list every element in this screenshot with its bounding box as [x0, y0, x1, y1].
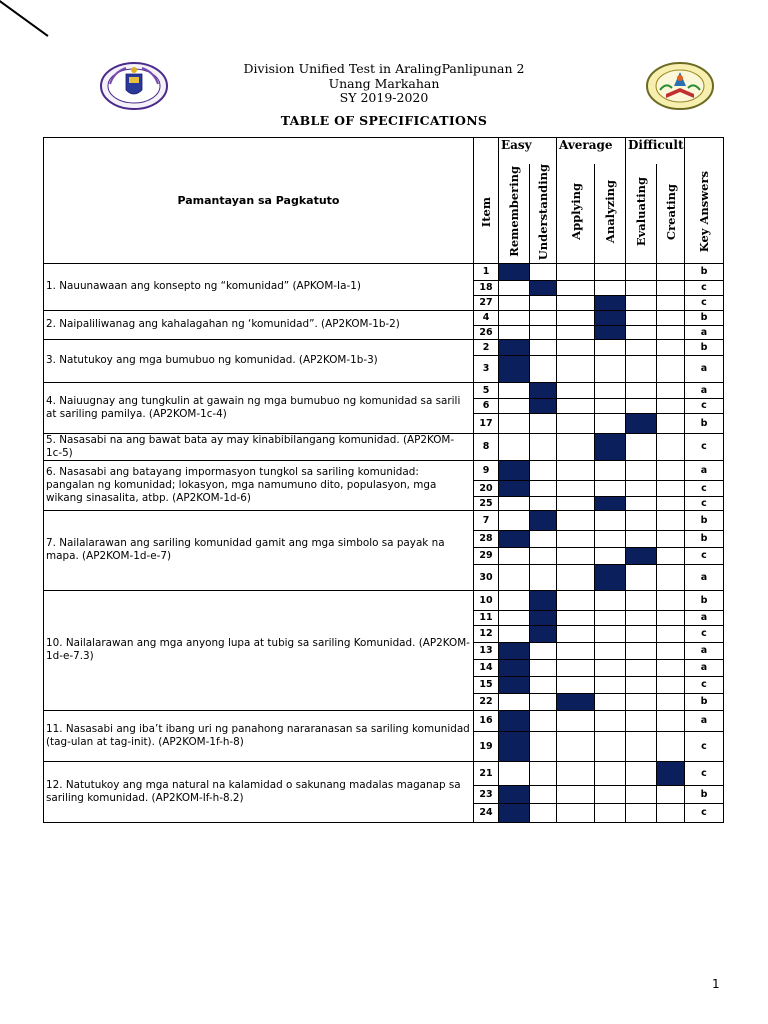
- skill-cell-remembering: [499, 295, 530, 310]
- skill-cell-creating: [657, 676, 685, 693]
- item-number: 13: [474, 642, 499, 659]
- skill-mark-remembering: [499, 339, 530, 355]
- item-number: 28: [474, 530, 499, 547]
- competency-text: 10. Nailalarawan ang mga anyong lupa at tubig sa sariling Komunidad. (AP2KOM-1d-e-7.3): [44, 590, 474, 710]
- key-answer: a: [685, 382, 724, 398]
- item-number: 16: [474, 710, 499, 731]
- skill-cell-understanding: [530, 460, 557, 480]
- skill-cell-creating: [657, 803, 685, 822]
- skill-cell-creating: [657, 480, 685, 496]
- skill-cell-analyzing: [595, 398, 626, 413]
- skill-cell-remembering: [499, 610, 530, 625]
- key-answers-header: Key Answers: [685, 164, 724, 264]
- level-average: Average: [557, 138, 626, 164]
- skill-header-remembering: Remembering: [499, 164, 530, 264]
- skill-cell-remembering: [499, 547, 530, 564]
- skill-cell-remembering: [499, 693, 530, 710]
- skill-header-creating: Creating: [657, 164, 685, 264]
- skill-cell-remembering: [499, 590, 530, 610]
- skill-cell-remembering: [499, 433, 530, 460]
- key-answer: c: [685, 398, 724, 413]
- skill-cell-remembering: [499, 310, 530, 325]
- item-number: 26: [474, 325, 499, 339]
- competency-text: 5. Nasasabi na ang bawat bata ay may kinabibilangang komunidad. (AP2KOM-1c-5): [44, 433, 474, 460]
- key-answer: a: [685, 610, 724, 625]
- skill-cell-creating: [657, 642, 685, 659]
- skill-cell-understanding: [530, 263, 557, 280]
- skill-cell-analyzing: [595, 710, 626, 731]
- skill-cell-creating: [657, 295, 685, 310]
- skill-cell-analyzing: [595, 480, 626, 496]
- skill-cell-remembering: [499, 761, 530, 785]
- skill-cell-applying: [557, 355, 595, 382]
- table-row: [44, 460, 724, 480]
- school-year: SY 2019-2020: [339, 90, 429, 105]
- corner-fold-line: [0, 0, 49, 37]
- key-answer: c: [685, 280, 724, 295]
- key-level-spacer: [685, 138, 724, 164]
- item-number: 14: [474, 659, 499, 676]
- table-row: [44, 433, 724, 460]
- skill-cell-understanding: [530, 339, 557, 355]
- skill-cell-creating: [657, 530, 685, 547]
- skill-mark-evaluating: [626, 547, 657, 564]
- competency-text: 11. Nasasabi ang iba’t ibang uri ng panahong nararanasan sa sariling komunidad (tag-ulan at tag-init). (AP2KOM-1f-h-8): [44, 710, 474, 761]
- skill-mark-understanding: [530, 510, 557, 530]
- skill-cell-evaluating: [626, 325, 657, 339]
- key-answer: b: [685, 530, 724, 547]
- skill-cell-evaluating: [626, 642, 657, 659]
- skill-cell-applying: [557, 325, 595, 339]
- skill-cell-creating: [657, 610, 685, 625]
- skill-cell-evaluating: [626, 295, 657, 310]
- key-answer: b: [685, 510, 724, 530]
- skill-header-understanding: Understanding: [530, 164, 557, 264]
- competency-header: Pamantayan sa Pagkatuto: [44, 138, 474, 264]
- skill-cell-understanding: [530, 731, 557, 761]
- item-number: 25: [474, 496, 499, 510]
- skill-cell-applying: [557, 510, 595, 530]
- skill-cell-evaluating: [626, 433, 657, 460]
- skill-cell-understanding: [530, 355, 557, 382]
- skill-cell-analyzing: [595, 693, 626, 710]
- skill-cell-applying: [557, 460, 595, 480]
- skill-cell-applying: [557, 433, 595, 460]
- skill-cell-understanding: [530, 659, 557, 676]
- skill-cell-evaluating: [626, 676, 657, 693]
- skill-cell-evaluating: [626, 496, 657, 510]
- skill-cell-analyzing: [595, 530, 626, 547]
- skill-cell-evaluating: [626, 310, 657, 325]
- skill-cell-remembering: [499, 280, 530, 295]
- item-number: 1: [474, 263, 499, 280]
- skill-cell-applying: [557, 280, 595, 295]
- skill-cell-evaluating: [626, 785, 657, 803]
- item-number: 11: [474, 610, 499, 625]
- skill-cell-applying: [557, 382, 595, 398]
- skill-cell-analyzing: [595, 547, 626, 564]
- skill-cell-understanding: [530, 433, 557, 460]
- skill-mark-remembering: [499, 785, 530, 803]
- table-row: [44, 590, 724, 610]
- key-answer: c: [685, 625, 724, 642]
- item-number: 3: [474, 355, 499, 382]
- skill-cell-evaluating: [626, 610, 657, 625]
- skill-cell-creating: [657, 625, 685, 642]
- item-number: 8: [474, 433, 499, 460]
- skill-cell-applying: [557, 530, 595, 547]
- competency-text: 1. Nauunawaan ang konsepto ng “komunidad” (APKOM-Ia-1): [44, 263, 474, 310]
- skill-cell-analyzing: [595, 659, 626, 676]
- item-number: 19: [474, 731, 499, 761]
- skill-cell-analyzing: [595, 676, 626, 693]
- key-answer: b: [685, 263, 724, 280]
- skill-cell-remembering: [499, 325, 530, 339]
- document-header: [0, 62, 768, 128]
- skill-cell-evaluating: [626, 355, 657, 382]
- skill-cell-evaluating: [626, 339, 657, 355]
- skill-cell-evaluating: [626, 761, 657, 785]
- item-number: 21: [474, 761, 499, 785]
- skill-cell-applying: [557, 398, 595, 413]
- skill-mark-remembering: [499, 676, 530, 693]
- skill-cell-analyzing: [595, 382, 626, 398]
- skill-mark-remembering: [499, 460, 530, 480]
- key-answer: a: [685, 564, 724, 590]
- skill-cell-evaluating: [626, 530, 657, 547]
- skill-cell-understanding: [530, 693, 557, 710]
- skill-cell-applying: [557, 731, 595, 761]
- item-number: 7: [474, 510, 499, 530]
- skill-header-analyzing: Analyzing: [595, 164, 626, 264]
- skill-cell-understanding: [530, 547, 557, 564]
- skill-mark-applying: [557, 693, 595, 710]
- skill-mark-analyzing: [595, 295, 626, 310]
- level-difficult: Difficult: [626, 138, 685, 164]
- table-row: [44, 263, 724, 280]
- skill-cell-applying: [557, 547, 595, 564]
- skill-cell-remembering: [499, 413, 530, 433]
- skill-mark-understanding: [530, 625, 557, 642]
- skill-cell-analyzing: [595, 610, 626, 625]
- skill-cell-applying: [557, 480, 595, 496]
- quarter-label: Unang Markahan: [328, 75, 440, 91]
- skill-mark-creating: [657, 761, 685, 785]
- item-number: 2: [474, 339, 499, 355]
- skill-cell-creating: [657, 710, 685, 731]
- table-row: [44, 510, 724, 530]
- skill-cell-creating: [657, 785, 685, 803]
- skill-mark-understanding: [530, 610, 557, 625]
- skill-cell-applying: [557, 263, 595, 280]
- skill-mark-analyzing: [595, 496, 626, 510]
- skill-cell-creating: [657, 564, 685, 590]
- skill-cell-applying: [557, 564, 595, 590]
- skill-cell-creating: [657, 510, 685, 530]
- skill-cell-understanding: [530, 785, 557, 803]
- skill-cell-understanding: [530, 803, 557, 822]
- skill-cell-applying: [557, 413, 595, 433]
- table-row: [44, 382, 724, 398]
- competency-text: 7. Nailalarawan ang sariling komunidad gamit ang mga simbolo sa payak na mapa. (AP2KOM-1d-e-7): [44, 510, 474, 590]
- item-number: 20: [474, 480, 499, 496]
- table-row: [44, 310, 724, 325]
- skill-cell-analyzing: [595, 590, 626, 610]
- skill-cell-applying: [557, 710, 595, 731]
- skill-cell-creating: [657, 263, 685, 280]
- skill-cell-understanding: [530, 676, 557, 693]
- skill-cell-creating: [657, 398, 685, 413]
- skill-cell-creating: [657, 339, 685, 355]
- key-answer: a: [685, 710, 724, 731]
- competency-text: 6. Nasasabi ang batayang impormasyon tungkol sa sariling komunidad: pangalan ng komunidad; lokasyon, mga namumuno dito, populasyon, mga wikang sinasalita, atbp. (AP2KOM-1d-6): [44, 460, 474, 510]
- key-answer: c: [685, 433, 724, 460]
- skill-cell-evaluating: [626, 398, 657, 413]
- skill-cell-applying: [557, 310, 595, 325]
- skill-header-evaluating: Evaluating: [626, 164, 657, 264]
- table-body: [44, 263, 724, 822]
- key-answer: c: [685, 761, 724, 785]
- skill-cell-analyzing: [595, 761, 626, 785]
- skill-cell-understanding: [530, 564, 557, 590]
- skill-cell-understanding: [530, 325, 557, 339]
- skill-cell-applying: [557, 761, 595, 785]
- skill-mark-remembering: [499, 710, 530, 731]
- item-number: 5: [474, 382, 499, 398]
- skill-cell-analyzing: [595, 510, 626, 530]
- item-number: 15: [474, 676, 499, 693]
- key-answer: b: [685, 785, 724, 803]
- table-row: [44, 761, 724, 785]
- skill-cell-analyzing: [595, 355, 626, 382]
- key-answer: a: [685, 460, 724, 480]
- skill-mark-remembering: [499, 731, 530, 761]
- skill-cell-evaluating: [626, 590, 657, 610]
- skill-mark-evaluating: [626, 413, 657, 433]
- skill-cell-understanding: [530, 710, 557, 731]
- item-number: 17: [474, 413, 499, 433]
- skill-header-applying: Applying: [557, 164, 595, 264]
- skill-cell-understanding: [530, 295, 557, 310]
- skill-cell-analyzing: [595, 339, 626, 355]
- skill-cell-evaluating: [626, 659, 657, 676]
- skill-cell-applying: [557, 339, 595, 355]
- item-number: 27: [474, 295, 499, 310]
- skill-cell-analyzing: [595, 460, 626, 480]
- key-answer: a: [685, 325, 724, 339]
- skill-mark-remembering: [499, 355, 530, 382]
- competency-text: 2. Naipaliliwanag ang kahalagahan ng ‘komunidad”. (AP2KOM-1b-2): [44, 310, 474, 339]
- skill-cell-creating: [657, 413, 685, 433]
- skill-mark-analyzing: [595, 325, 626, 339]
- item-number: 6: [474, 398, 499, 413]
- skill-cell-evaluating: [626, 731, 657, 761]
- item-number: 9: [474, 460, 499, 480]
- key-answer: b: [685, 590, 724, 610]
- competency-text: 12. Natutukoy ang mga natural na kalamidad o sakunang madalas maganap sa sariling komunidad. (AP2KOM-If-h-8.2): [44, 761, 474, 822]
- skill-cell-analyzing: [595, 642, 626, 659]
- skill-cell-remembering: [499, 496, 530, 510]
- competency-text: 3. Natutukoy ang mga bumubuo ng komunidad. (AP2KOM-1b-3): [44, 339, 474, 382]
- skill-mark-understanding: [530, 398, 557, 413]
- skill-cell-analyzing: [595, 785, 626, 803]
- skill-mark-remembering: [499, 480, 530, 496]
- skill-cell-creating: [657, 590, 685, 610]
- item-number: 23: [474, 785, 499, 803]
- item-number: 12: [474, 625, 499, 642]
- item-number: 18: [474, 280, 499, 295]
- key-answer: a: [685, 355, 724, 382]
- key-answer: a: [685, 659, 724, 676]
- skill-mark-remembering: [499, 642, 530, 659]
- item-number: 29: [474, 547, 499, 564]
- skill-cell-analyzing: [595, 625, 626, 642]
- key-answer: c: [685, 480, 724, 496]
- item-number: 24: [474, 803, 499, 822]
- skill-cell-evaluating: [626, 803, 657, 822]
- skill-cell-remembering: [499, 625, 530, 642]
- key-answer: c: [685, 803, 724, 822]
- skill-cell-evaluating: [626, 480, 657, 496]
- skill-cell-analyzing: [595, 413, 626, 433]
- skill-cell-creating: [657, 382, 685, 398]
- skill-mark-remembering: [499, 263, 530, 280]
- test-title: Division Unified Test in AralingPanlipunan 2: [243, 61, 525, 76]
- skill-cell-evaluating: [626, 382, 657, 398]
- skill-cell-evaluating: [626, 510, 657, 530]
- skill-cell-evaluating: [626, 710, 657, 731]
- skill-cell-analyzing: [595, 803, 626, 822]
- skill-mark-understanding: [530, 382, 557, 398]
- skill-cell-applying: [557, 676, 595, 693]
- key-answer: a: [685, 642, 724, 659]
- skill-cell-evaluating: [626, 263, 657, 280]
- item-number: 4: [474, 310, 499, 325]
- skill-cell-creating: [657, 460, 685, 480]
- skill-cell-applying: [557, 590, 595, 610]
- skill-mark-remembering: [499, 659, 530, 676]
- skill-cell-evaluating: [626, 564, 657, 590]
- skill-cell-remembering: [499, 398, 530, 413]
- skill-cell-creating: [657, 547, 685, 564]
- skill-mark-remembering: [499, 530, 530, 547]
- skill-mark-understanding: [530, 280, 557, 295]
- skill-cell-creating: [657, 659, 685, 676]
- skill-cell-applying: [557, 625, 595, 642]
- skill-cell-creating: [657, 325, 685, 339]
- skill-cell-creating: [657, 731, 685, 761]
- skill-cell-creating: [657, 280, 685, 295]
- skill-cell-remembering: [499, 510, 530, 530]
- skill-cell-understanding: [530, 480, 557, 496]
- skill-cell-applying: [557, 295, 595, 310]
- page-number: 1: [712, 977, 720, 991]
- skill-mark-analyzing: [595, 433, 626, 460]
- skill-cell-applying: [557, 642, 595, 659]
- key-answer: b: [685, 693, 724, 710]
- key-answer: c: [685, 295, 724, 310]
- key-answer: b: [685, 310, 724, 325]
- skill-cell-applying: [557, 785, 595, 803]
- key-answer: c: [685, 547, 724, 564]
- skill-cell-analyzing: [595, 263, 626, 280]
- skill-cell-creating: [657, 496, 685, 510]
- level-easy: Easy: [499, 138, 557, 164]
- key-answer: c: [685, 496, 724, 510]
- skill-cell-understanding: [530, 642, 557, 659]
- item-header: Item: [474, 164, 499, 264]
- skill-cell-evaluating: [626, 693, 657, 710]
- skill-cell-evaluating: [626, 460, 657, 480]
- skill-cell-analyzing: [595, 280, 626, 295]
- skill-cell-understanding: [530, 496, 557, 510]
- skill-cell-creating: [657, 433, 685, 460]
- skill-cell-evaluating: [626, 625, 657, 642]
- item-number: 22: [474, 693, 499, 710]
- item-level-spacer: [474, 138, 499, 164]
- key-answer: b: [685, 413, 724, 433]
- skill-cell-understanding: [530, 413, 557, 433]
- item-number: 10: [474, 590, 499, 610]
- skill-cell-applying: [557, 610, 595, 625]
- key-answer: c: [685, 731, 724, 761]
- skill-cell-applying: [557, 659, 595, 676]
- competency-text: 4. Naiuugnay ang tungkulin at gawain ng mga bumubuo ng komunidad sa sarili at sariling pamilya. (AP2KOM-1c-4): [44, 382, 474, 433]
- skill-cell-understanding: [530, 761, 557, 785]
- skill-mark-remembering: [499, 803, 530, 822]
- skill-cell-understanding: [530, 530, 557, 547]
- key-answer: b: [685, 339, 724, 355]
- skill-cell-understanding: [530, 310, 557, 325]
- skill-cell-creating: [657, 355, 685, 382]
- key-answer: c: [685, 676, 724, 693]
- skill-cell-evaluating: [626, 280, 657, 295]
- table-title: TABLE OF SPECIFICATIONS: [280, 112, 488, 128]
- skill-cell-analyzing: [595, 731, 626, 761]
- skill-cell-creating: [657, 693, 685, 710]
- skill-mark-analyzing: [595, 310, 626, 325]
- table-of-specifications: [43, 137, 724, 823]
- skill-mark-analyzing: [595, 564, 626, 590]
- skill-cell-applying: [557, 803, 595, 822]
- skill-mark-understanding: [530, 590, 557, 610]
- skill-cell-remembering: [499, 382, 530, 398]
- skill-cell-remembering: [499, 564, 530, 590]
- skill-cell-applying: [557, 496, 595, 510]
- table-row: [44, 339, 724, 355]
- item-number: 30: [474, 564, 499, 590]
- table-row: [44, 710, 724, 731]
- skill-cell-creating: [657, 310, 685, 325]
